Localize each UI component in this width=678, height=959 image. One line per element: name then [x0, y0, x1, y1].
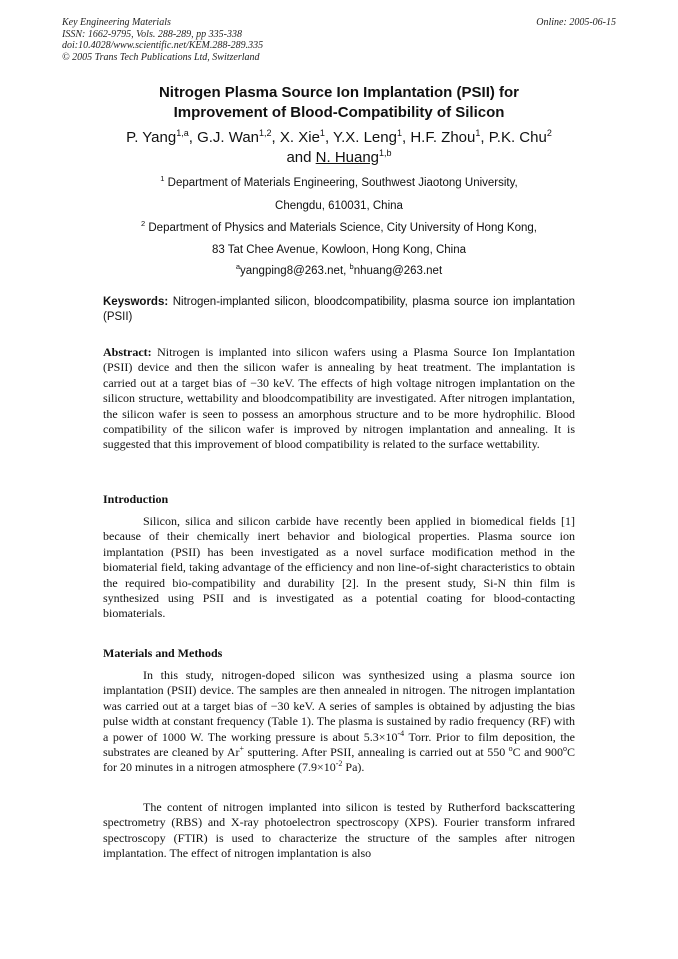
affiliation-mark: 2 — [141, 219, 146, 229]
keywords-text: Nitrogen-implanted silicon, bloodcompatibility, plasma source ion implantation (PSII) — [103, 296, 575, 323]
doi-line: doi:10.4028/www.scientific.net/KEM.288-289.335 — [62, 40, 264, 51]
email-line — [90, 264, 588, 278]
author-name-corresponding: N. Huang — [315, 149, 380, 166]
author-conjunction: and — [286, 149, 312, 166]
author-affil-sup: 1,b — [379, 148, 392, 158]
author-affil-sup: 1 — [396, 128, 402, 138]
journal-name: Key Engineering Materials — [62, 17, 171, 28]
exponent: + — [239, 744, 245, 754]
affiliation-text: Department of Physics and Materials Science, City University of Hong Kong, — [148, 222, 537, 234]
methods-heading: Materials and Methods — [103, 646, 223, 660]
author-affil-sup: 1,2 — [259, 128, 272, 138]
author-affil-sup: 1 — [319, 128, 325, 138]
affiliation-text: 83 Tat Chee Avenue, Kowloon, Hong Kong, China — [211, 244, 467, 256]
title-line-2: Improvement of Blood-Compatibility of Silicon — [173, 104, 505, 121]
affiliation-1-line-1 — [90, 176, 588, 190]
keywords-label: Keyswords: — [103, 296, 169, 308]
author-affil-sup: 1,a — [176, 128, 189, 138]
affiliation-mark: 1 — [160, 174, 165, 184]
abstract-label: Abstract: — [103, 345, 152, 359]
affiliation-text: Chengdu, 610031, China — [275, 200, 403, 212]
text-run: Torr. Prior to film deposition, the substrates are cleaned by Ar — [103, 729, 575, 760]
text-run: In this study, nitrogen-doped silicon was synthesized using a plasma source ion implantation (PSII) device. The samples are then annealed in nitrogen. The nitrogen implantation was carried out at a target bias of −30 keV. A series of samples is obtained by adjusting the bias pulse width at constant frequency (Table 1). The plasma is sustained by radio frequency (RF) with a power of 1000 W. The working pressure is about 5.3×10 — [103, 668, 575, 744]
copyright-line: © 2005 Trans Tech Publications Ltd, Switzerland — [62, 51, 260, 63]
text-run: sputtering. After PSII, annealing is carried out at 550 — [244, 745, 509, 760]
affiliation-text: Department of Materials Engineering, Southwest Jiaotong University, — [167, 177, 518, 189]
author-affil-sup: 2 — [546, 128, 552, 138]
author-affil-sup: 1 — [475, 128, 481, 138]
journal-header — [62, 17, 263, 63]
introduction-heading: Introduction — [103, 492, 169, 506]
introduction-paragraph: Silicon, silica and silicon carbide have recently been applied in biomedical fields [1] because of their chemically inert behavior and biological properties. Plasma source ion implantation (PSII) has been investigated as a novel surface modification method in the biomaterial field, taking advantage of the efficiency and non line-of-sight characteristics to obtain the required bio-compatibility and durability [2]. In the present study, Si-N thin film is synthesized using PSII and is investigated as a potential coating for blood-contacting biomaterials. — [103, 514, 575, 621]
text-run: C and 900 — [512, 745, 563, 760]
author-name: G.J. Wan — [197, 129, 260, 146]
exponent: -4 — [397, 728, 405, 738]
email-mark: b — [349, 262, 354, 272]
author-line-1: P. Yang$^{1,a}$, G.J. Wan$^{1,2}$, X. Xie$^1$, Y.X. Leng$^1$, H.F. Zhou$^1$, P.K. Chu$^2$ — [126, 128, 552, 146]
online-date — [536, 17, 616, 29]
methods-paragraph-2: The content of nitrogen implanted into silicon is tested by Rutherford backscattering spectrometry (RBS) and X-ray photoelectron spectroscopy (XPS). Fourier transform infrared spectroscopy (FTIR) is used to characterize the structure of the samples after nitrogen implantation. The effect of nitrogen implantation is also — [103, 800, 575, 861]
degree-mark: o — [562, 744, 567, 754]
title-line-1: Nitrogen Plasma Source Ion Implantation (PSII) for — [158, 84, 520, 101]
exponent: -2 — [335, 759, 343, 769]
degree-mark: o — [508, 744, 513, 754]
text-run: Pa). — [342, 760, 365, 775]
online-date-text: Online: 2005-06-15 — [536, 17, 616, 28]
affiliation-2-line-1 — [90, 221, 588, 235]
affiliation-2-line-2 — [90, 243, 588, 257]
email-b: nhuang@263.net — [353, 265, 443, 277]
author-name: X. Xie — [279, 129, 320, 146]
paper-title — [90, 83, 588, 123]
author-line-2 — [80, 148, 598, 168]
abstract — [103, 345, 575, 453]
issn-line: ISSN: 1662-9795, Vols. 288-289, pp 335-338 — [62, 28, 242, 40]
affiliation-1-line-2 — [90, 199, 588, 213]
email-mark: a — [235, 262, 241, 272]
email-a: yangping8@263.net, — [240, 265, 347, 277]
author-name: P. Yang — [126, 129, 177, 146]
abstract-text: Nitrogen is implanted into silicon wafers using a Plasma Source Ion Implantation (PSII) device and then the silicon wafer is annealing by heat treatment. The implantation is carried out at a target bias of −30 keV. The effects of high voltage nitrogen implantation on the silicon structure, wettability and bloodcompatibility are investigated. After nitrogen implantation, the silicon wafer is seen to possess an amorphous structure and to be more hydrophilic. Blood compatibility of the silicon wafer is improved by nitrogen implantation and annealing. It is suggested that this improvement of blood compatibility is related to the surface wettability. — [103, 345, 575, 452]
keywords — [103, 295, 575, 325]
author-name: P.K. Chu — [488, 129, 547, 146]
methods-paragraph-1 — [103, 668, 575, 776]
author-list — [80, 128, 598, 168]
author-name: H.F. Zhou — [410, 129, 476, 146]
author-name: Y.X. Leng — [333, 129, 397, 146]
text-run: C for 20 minutes in a nitrogen atmosphere (7.9×10 — [103, 745, 575, 775]
